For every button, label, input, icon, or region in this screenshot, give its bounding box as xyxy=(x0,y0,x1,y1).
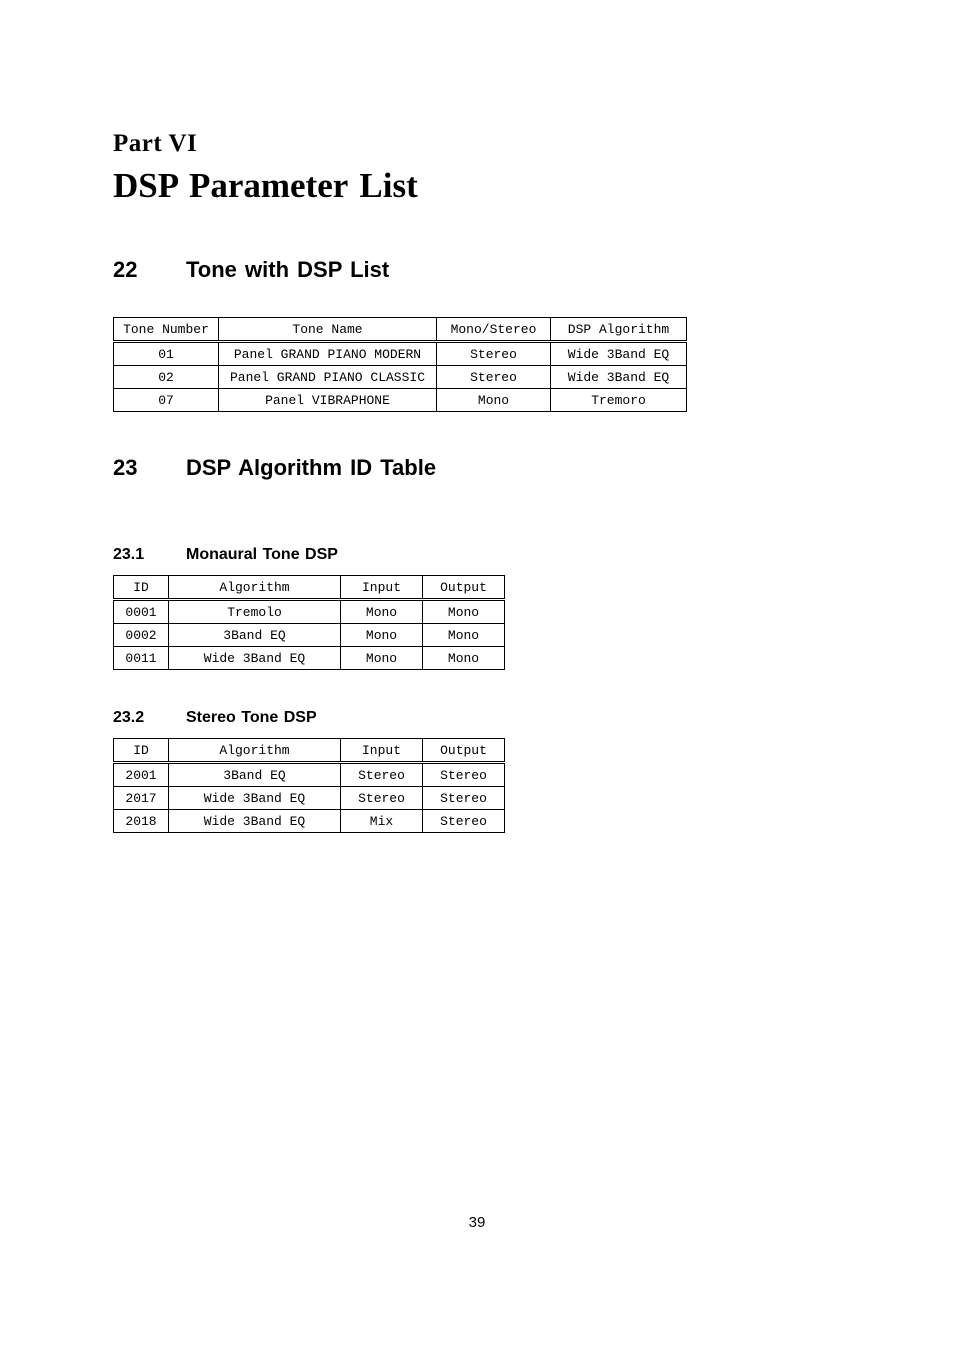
table-cell: Mono xyxy=(437,389,551,412)
table-cell: Mono xyxy=(341,624,423,647)
header-cell: Input xyxy=(341,576,423,600)
table-cell: Wide 3Band EQ xyxy=(551,366,687,389)
table-cell: 2018 xyxy=(114,810,169,833)
table-cell: 02 xyxy=(114,366,219,389)
table-cell: 01 xyxy=(114,342,219,366)
table-cell: 3Band EQ xyxy=(169,624,341,647)
table-cell: Stereo xyxy=(423,763,505,787)
header-cell: Tone Number xyxy=(114,318,219,342)
table-cell: Panel VIBRAPHONE xyxy=(219,389,437,412)
table-header-row xyxy=(114,318,687,342)
table-cell: Panel GRAND PIANO MODERN xyxy=(219,342,437,366)
table-cell: Panel GRAND PIANO CLASSIC xyxy=(219,366,437,389)
table-cell: Stereo xyxy=(341,763,423,787)
header-cell: Mono/Stereo xyxy=(437,318,551,342)
section-number: 22 xyxy=(113,257,138,282)
table-cell: Wide 3Band EQ xyxy=(169,787,341,810)
table-cell: 0011 xyxy=(114,647,169,670)
header-cell: DSP Algorithm xyxy=(551,318,687,342)
page-number: 39 xyxy=(468,1214,486,1231)
table-header-row xyxy=(114,739,505,763)
table-row xyxy=(114,389,687,412)
subsection-number: 23.1 xyxy=(113,546,145,563)
table-cell: 2001 xyxy=(114,763,169,787)
table-row xyxy=(114,342,687,366)
table-row xyxy=(114,763,505,787)
header-cell: Output xyxy=(423,739,505,763)
table-cell: Wide 3Band EQ xyxy=(169,647,341,670)
section-title: DSP Algorithm ID Table xyxy=(186,455,437,480)
subsection-title: Stereo Tone DSP xyxy=(186,709,317,726)
header-cell: ID xyxy=(114,739,169,763)
table-cell: Wide 3Band EQ xyxy=(551,342,687,366)
table-cell: Mono xyxy=(341,600,423,624)
table-cell: 0002 xyxy=(114,624,169,647)
tone-dsp-table xyxy=(113,317,687,412)
header-cell: Algorithm xyxy=(169,739,341,763)
table-cell: Stereo xyxy=(423,787,505,810)
table-cell: Stereo xyxy=(437,366,551,389)
table-cell: 0001 xyxy=(114,600,169,624)
section-number: 23 xyxy=(113,455,138,480)
table-cell: Stereo xyxy=(423,810,505,833)
table-cell: Mono xyxy=(341,647,423,670)
header-cell: Input xyxy=(341,739,423,763)
table-row xyxy=(114,624,505,647)
table-cell: 3Band EQ xyxy=(169,763,341,787)
table-cell: Tremoro xyxy=(551,389,687,412)
table-header-row xyxy=(114,576,505,600)
table-cell: 07 xyxy=(114,389,219,412)
table-row xyxy=(114,810,505,833)
table-cell: 2017 xyxy=(114,787,169,810)
header-cell: Algorithm xyxy=(169,576,341,600)
header-cell: Tone Name xyxy=(219,318,437,342)
table-cell: Stereo xyxy=(341,787,423,810)
table-cell: Mono xyxy=(423,647,505,670)
table-cell: Tremolo xyxy=(169,600,341,624)
stereo-dsp-table xyxy=(113,738,505,833)
table-cell: Mono xyxy=(423,600,505,624)
table-row xyxy=(114,647,505,670)
table-row xyxy=(114,600,505,624)
table-row xyxy=(114,787,505,810)
table-cell: Wide 3Band EQ xyxy=(169,810,341,833)
part-title: DSP Parameter List xyxy=(113,166,418,205)
table-cell: Stereo xyxy=(437,342,551,366)
monaural-dsp-table xyxy=(113,575,505,670)
subsection-title: Monaural Tone DSP xyxy=(186,546,338,563)
part-label: Part VI xyxy=(113,130,198,157)
table-cell: Mono xyxy=(423,624,505,647)
subsection-number: 23.2 xyxy=(113,709,145,726)
header-cell: Output xyxy=(423,576,505,600)
table-row xyxy=(114,366,687,389)
header-cell: ID xyxy=(114,576,169,600)
table-cell: Mix xyxy=(341,810,423,833)
section-title: Tone with DSP List xyxy=(186,257,390,282)
